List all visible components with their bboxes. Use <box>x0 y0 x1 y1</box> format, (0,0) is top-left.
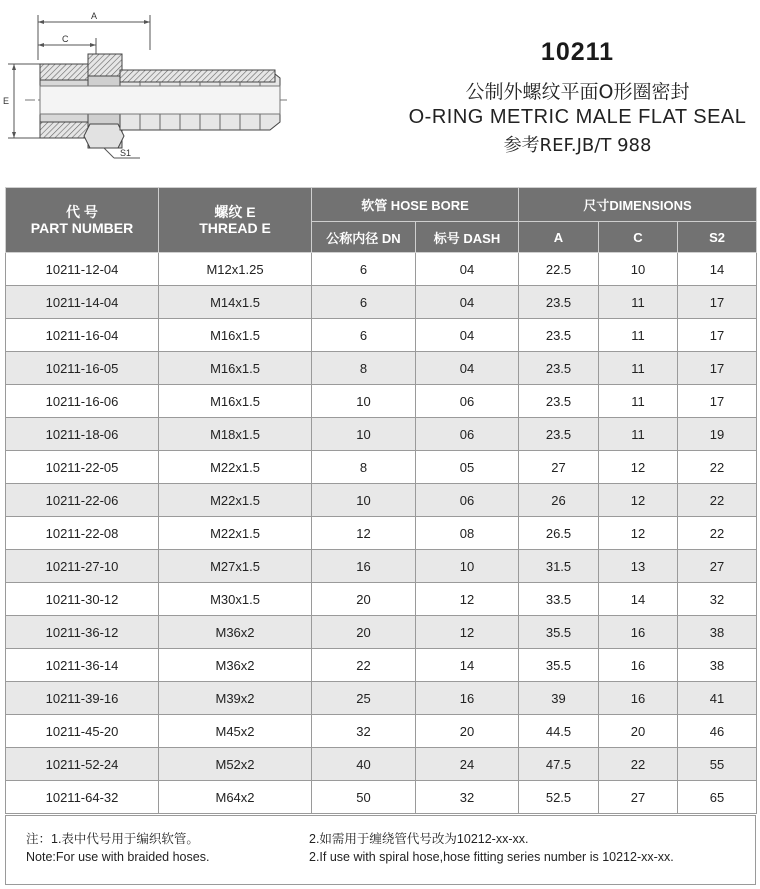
dash-cell: 14 <box>416 649 519 682</box>
part-number-cell: 10211-64-32 <box>6 781 159 814</box>
dim-a-cell: 22.5 <box>519 253 599 286</box>
dim-a-cell: 23.5 <box>519 352 599 385</box>
thread-cell: M64x2 <box>159 781 312 814</box>
dn-cell: 8 <box>312 451 416 484</box>
header-dash: 标号 DASH <box>416 222 519 253</box>
note-2 <box>309 830 674 866</box>
header-thread-en: THREAD E <box>199 220 271 236</box>
part-number-cell: 10211-52-24 <box>6 748 159 781</box>
table-row <box>6 550 757 583</box>
table-row <box>6 682 757 715</box>
thread-cell: M16x1.5 <box>159 352 312 385</box>
dim-c-cell: 11 <box>599 352 678 385</box>
thread-cell: M16x1.5 <box>159 319 312 352</box>
dash-cell: 06 <box>416 385 519 418</box>
part-number-cell: 10211-39-16 <box>6 682 159 715</box>
dim-s2-cell: 22 <box>678 451 757 484</box>
title-english: O-RING METRIC MALE FLAT SEAL <box>408 106 747 128</box>
dash-cell: 04 <box>416 286 519 319</box>
dn-cell: 25 <box>312 682 416 715</box>
dim-s2-cell: 38 <box>678 616 757 649</box>
dn-cell: 16 <box>312 550 416 583</box>
dim-a-cell: 23.5 <box>519 286 599 319</box>
part-number-cell: 10211-14-04 <box>6 286 159 319</box>
label-e: E <box>3 96 10 106</box>
dim-c-cell: 11 <box>599 385 678 418</box>
part-number-cell: 10211-22-08 <box>6 517 159 550</box>
part-number-cell: 10211-30-12 <box>6 583 159 616</box>
part-number-cell: 10211-36-12 <box>6 616 159 649</box>
dn-cell: 6 <box>312 286 416 319</box>
thread-cell: M18x1.5 <box>159 418 312 451</box>
dash-cell: 16 <box>416 682 519 715</box>
dim-s2-cell: 17 <box>678 286 757 319</box>
dim-a-cell: 23.5 <box>519 385 599 418</box>
header-part-number <box>6 188 159 253</box>
dn-cell: 22 <box>312 649 416 682</box>
table-row <box>6 253 757 286</box>
dn-cell: 8 <box>312 352 416 385</box>
note-2-cn: 2.如需用于缠绕管代号改为10212-xx-xx. <box>309 832 529 846</box>
dim-a-cell: 31.5 <box>519 550 599 583</box>
dim-c-cell: 16 <box>599 649 678 682</box>
dash-cell: 06 <box>416 418 519 451</box>
dn-cell: 32 <box>312 715 416 748</box>
title-block <box>395 38 760 157</box>
part-number-cell: 10211-16-04 <box>6 319 159 352</box>
fitting-drawing <box>0 0 300 175</box>
dn-cell: 6 <box>312 253 416 286</box>
thread-cell: M12x1.25 <box>159 253 312 286</box>
label-a: A <box>91 11 98 21</box>
dim-c-cell: 27 <box>599 781 678 814</box>
part-number-cell: 10211-27-10 <box>6 550 159 583</box>
dash-cell: 10 <box>416 550 519 583</box>
dim-a-cell: 47.5 <box>519 748 599 781</box>
dim-c-cell: 12 <box>599 484 678 517</box>
spec-table <box>5 187 757 814</box>
dim-a-cell: 26 <box>519 484 599 517</box>
note-1 <box>26 830 209 866</box>
dim-a-cell: 33.5 <box>519 583 599 616</box>
dim-s2-cell: 17 <box>678 385 757 418</box>
dim-c-cell: 14 <box>599 583 678 616</box>
note-2-en: 2.If use with spiral hose,hose fitting series number is 10212-xx-xx. <box>309 850 674 864</box>
dim-s2-cell: 32 <box>678 583 757 616</box>
dn-cell: 20 <box>312 616 416 649</box>
thread-cell: M52x2 <box>159 748 312 781</box>
thread-cell: M14x1.5 <box>159 286 312 319</box>
spec-table-body <box>6 253 757 814</box>
dim-c-cell: 11 <box>599 319 678 352</box>
table-row <box>6 715 757 748</box>
header-hose-bore: 软管 HOSE BORE <box>312 188 519 222</box>
dim-a-cell: 39 <box>519 682 599 715</box>
dim-c-cell: 12 <box>599 451 678 484</box>
note-1-en: Note:For use with braided hoses. <box>26 850 210 864</box>
header-part-en: PART NUMBER <box>30 220 134 236</box>
dim-c-cell: 10 <box>599 253 678 286</box>
table-row <box>6 517 757 550</box>
label-s1: S1 <box>120 148 132 158</box>
dim-s2-cell: 14 <box>678 253 757 286</box>
dash-cell: 04 <box>416 352 519 385</box>
standard-reference: 参考REF.JB/T 988 <box>503 135 652 156</box>
part-number-cell: 10211-16-05 <box>6 352 159 385</box>
thread-cell: M39x2 <box>159 682 312 715</box>
dim-c-cell: 16 <box>599 616 678 649</box>
dn-cell: 50 <box>312 781 416 814</box>
table-row <box>6 319 757 352</box>
dim-s2-cell: 17 <box>678 352 757 385</box>
table-row <box>6 418 757 451</box>
label-c: C <box>62 34 69 44</box>
header-a: A <box>519 222 599 253</box>
dn-cell: 40 <box>312 748 416 781</box>
thread-cell: M22x1.5 <box>159 517 312 550</box>
header-thread <box>159 188 312 253</box>
dash-cell: 06 <box>416 484 519 517</box>
dash-cell: 12 <box>416 583 519 616</box>
dim-a-cell: 44.5 <box>519 715 599 748</box>
thread-cell: M45x2 <box>159 715 312 748</box>
dash-cell: 12 <box>416 616 519 649</box>
dn-cell: 10 <box>312 385 416 418</box>
dim-a-cell: 23.5 <box>519 418 599 451</box>
part-number-cell: 10211-45-20 <box>6 715 159 748</box>
dash-cell: 04 <box>416 253 519 286</box>
dim-c-cell: 11 <box>599 286 678 319</box>
dim-s2-cell: 22 <box>678 484 757 517</box>
table-row <box>6 583 757 616</box>
table-row <box>6 385 757 418</box>
header-dn: 公称内径 DN <box>312 222 416 253</box>
dim-s2-cell: 65 <box>678 781 757 814</box>
table-row <box>6 451 757 484</box>
dash-cell: 05 <box>416 451 519 484</box>
thread-cell: M22x1.5 <box>159 484 312 517</box>
part-number-cell: 10211-18-06 <box>6 418 159 451</box>
table-row <box>6 649 757 682</box>
thread-cell: M27x1.5 <box>159 550 312 583</box>
part-number-cell: 10211-36-14 <box>6 649 159 682</box>
dim-a-cell: 52.5 <box>519 781 599 814</box>
header-thread-cn: 螺纹 E <box>214 204 256 220</box>
dash-cell: 04 <box>416 319 519 352</box>
thread-cell: M36x2 <box>159 616 312 649</box>
dn-cell: 10 <box>312 418 416 451</box>
dim-s2-cell: 27 <box>678 550 757 583</box>
dash-cell: 24 <box>416 748 519 781</box>
dash-cell: 20 <box>416 715 519 748</box>
thread-cell: M16x1.5 <box>159 385 312 418</box>
dim-a-cell: 35.5 <box>519 649 599 682</box>
part-number-cell: 10211-12-04 <box>6 253 159 286</box>
dn-cell: 10 <box>312 484 416 517</box>
dim-c-cell: 11 <box>599 418 678 451</box>
thread-cell: M22x1.5 <box>159 451 312 484</box>
dim-c-cell: 20 <box>599 715 678 748</box>
dim-s2-cell: 41 <box>678 682 757 715</box>
table-row <box>6 484 757 517</box>
dim-s2-cell: 55 <box>678 748 757 781</box>
dash-cell: 08 <box>416 517 519 550</box>
table-row <box>6 286 757 319</box>
table-row <box>6 748 757 781</box>
dim-c-cell: 12 <box>599 517 678 550</box>
dim-s2-cell: 22 <box>678 517 757 550</box>
thread-cell: M36x2 <box>159 649 312 682</box>
part-number-cell: 10211-22-06 <box>6 484 159 517</box>
dim-a-cell: 26.5 <box>519 517 599 550</box>
part-number-cell: 10211-16-06 <box>6 385 159 418</box>
header-part-cn: 代 号 <box>66 204 98 220</box>
dim-a-cell: 23.5 <box>519 319 599 352</box>
dn-cell: 6 <box>312 319 416 352</box>
dim-s2-cell: 46 <box>678 715 757 748</box>
table-row <box>6 352 757 385</box>
dim-c-cell: 16 <box>599 682 678 715</box>
table-row <box>6 616 757 649</box>
part-number-cell: 10211-22-05 <box>6 451 159 484</box>
dim-a-cell: 35.5 <box>519 616 599 649</box>
series-number: 10211 <box>540 38 615 66</box>
dn-cell: 12 <box>312 517 416 550</box>
header-c: C <box>599 222 678 253</box>
notes-box <box>5 815 756 885</box>
dim-c-cell: 13 <box>599 550 678 583</box>
dim-a-cell: 27 <box>519 451 599 484</box>
thread-cell: M30x1.5 <box>159 583 312 616</box>
title-chinese: 公制外螺纹平面O形圈密封 <box>465 81 690 103</box>
dim-s2-cell: 17 <box>678 319 757 352</box>
dim-s2-cell: 19 <box>678 418 757 451</box>
header-s2: S2 <box>678 222 757 253</box>
dim-c-cell: 22 <box>599 748 678 781</box>
header-dimensions: 尺寸DIMENSIONS <box>519 188 757 222</box>
dn-cell: 20 <box>312 583 416 616</box>
dash-cell: 32 <box>416 781 519 814</box>
dim-s2-cell: 38 <box>678 649 757 682</box>
table-row <box>6 781 757 814</box>
note-1-cn: 注：1.表中代号用于编织软管。 <box>26 832 199 846</box>
